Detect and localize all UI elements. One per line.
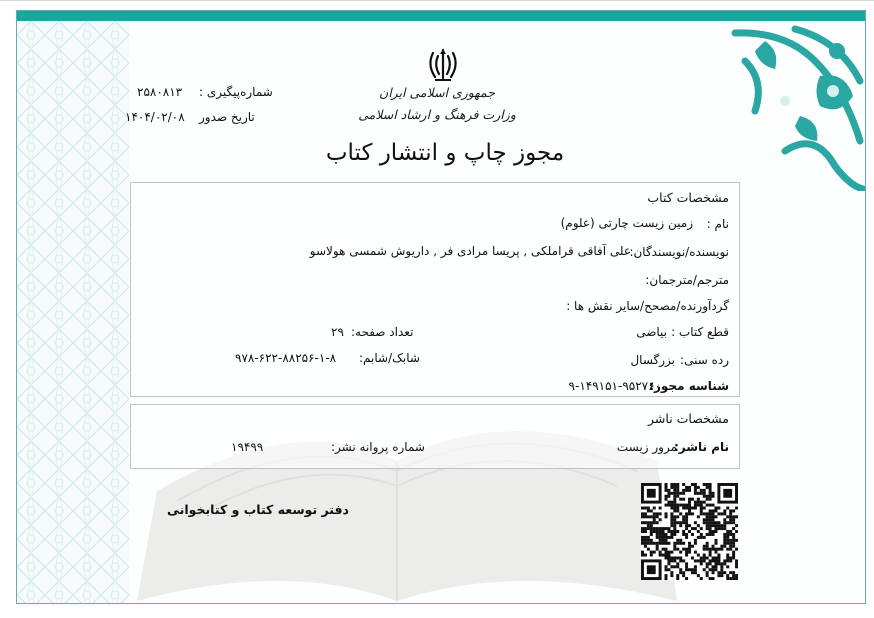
pages-label: تعداد صفحه: <box>351 325 414 339</box>
translator-label: مترجم/مترجمان: <box>645 273 729 287</box>
issuing-office: دفتر توسعه کتاب و کتابخوانی <box>167 502 349 517</box>
permit-id-label: شناسه مجوز: <box>649 379 729 393</box>
page-top-line <box>0 0 874 1</box>
right-corner-ornament <box>725 21 865 191</box>
book-name-value: زمین زیست چارتی (علوم) <box>560 216 693 230</box>
isbn-value: ۹۷۸-۶۲۲-۸۸۲۵۶-۱-۸ <box>235 351 337 365</box>
government-name: جمهوری اسلامی ایران <box>379 85 495 100</box>
age-group-value: بزرگسال <box>630 353 675 367</box>
tracking-value: ۲۵۸۰۸۱۳ <box>137 85 183 99</box>
left-lattice-ornament <box>17 21 129 603</box>
publisher-name-value: مرور زیست <box>616 440 677 454</box>
publisher-specs-box <box>130 404 740 469</box>
authors-value: علی آفاقی قراملکی , پریسا مرادی فر , داریوش شمسی هولاسو <box>309 244 631 258</box>
compiler-label: گردآورنده/مصحح/سایر نقش ها : <box>566 299 729 313</box>
authors-label: نویسنده/نویسندگان: <box>629 245 729 259</box>
publish-license-value: ۱۹۴۹۹ <box>231 440 264 454</box>
book-specs-heading: مشخصات کتاب <box>647 190 729 205</box>
isbn-label: شابک/شابم: <box>359 351 420 365</box>
issue-date-value: ۱۴۰۴/۰۲/۰۸ <box>125 110 185 124</box>
issue-date-label: تاریخ صدور <box>199 110 255 124</box>
publisher-specs-heading: مشخصات ناشر <box>648 411 729 426</box>
book-specs-box <box>130 182 740 397</box>
age-group-label: رده سنی: <box>680 353 729 367</box>
qr-code-icon <box>641 483 738 580</box>
iran-emblem-icon <box>426 47 460 83</box>
ministry-name: وزارت فرهنگ و ارشاد اسلامی <box>358 107 516 122</box>
permit-id-value: ۹-۱۴۹۱۵۱-۹۵۲۷۶۰ <box>568 379 661 393</box>
top-accent-bar <box>17 11 865 21</box>
publish-license-label: شماره پروانه نشر: <box>331 440 425 454</box>
publisher-name-label: نام ناشر: <box>673 440 729 454</box>
book-name-label: نام : <box>706 217 729 231</box>
format-value: بیاضی <box>636 325 667 339</box>
page-title: مجوز چاپ و انتشار کتاب <box>325 140 565 166</box>
tracking-label: شماره‌پیگیری : <box>199 85 273 99</box>
license-certificate <box>16 10 866 604</box>
format-label: قطع کتاب : <box>671 325 729 339</box>
pages-value: ۲۹ <box>331 325 344 339</box>
